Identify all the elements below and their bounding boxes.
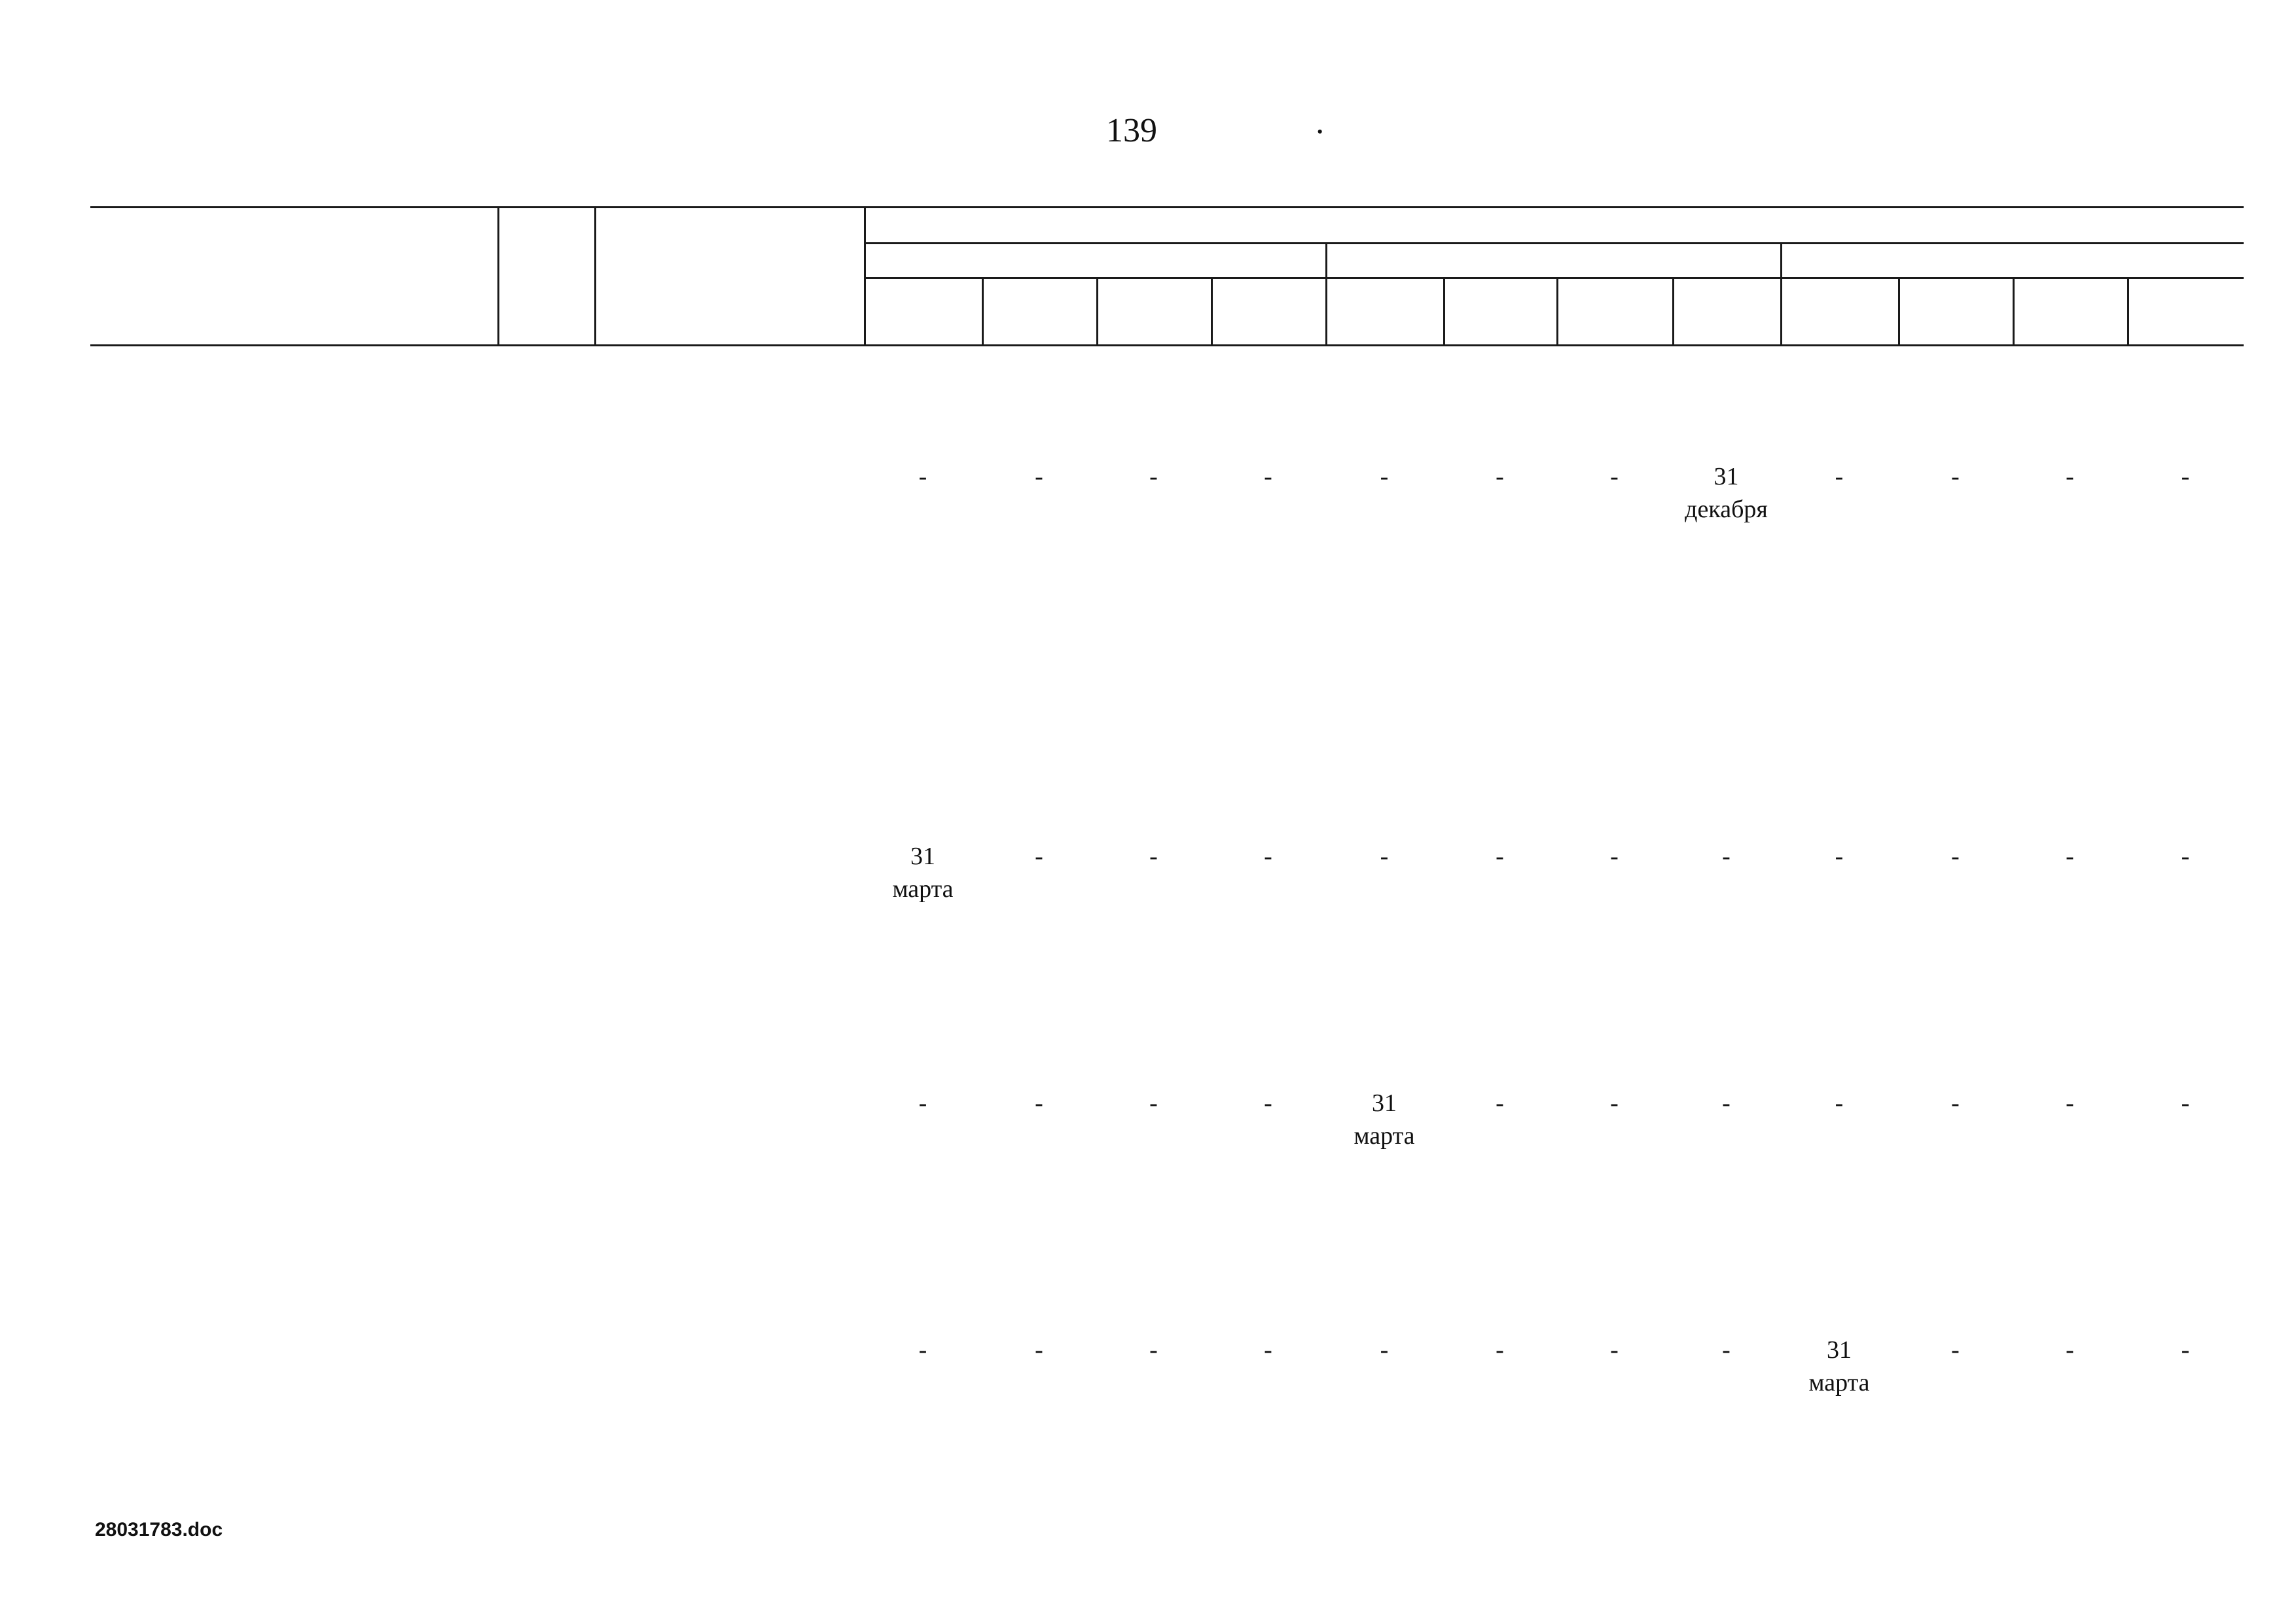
deadline-cell: - (1835, 1089, 1844, 1117)
deadline-cell: - (1149, 843, 1158, 870)
document-filename: 28031783.doc (95, 1519, 223, 1541)
quarter-divider (1211, 277, 1213, 344)
deadline-cell: - (918, 1089, 927, 1117)
deadline-cell: - (2066, 843, 2074, 870)
quarter-divider (1898, 277, 1900, 344)
deadline-cell: - (1835, 843, 1844, 870)
deadline-cell: - (2181, 463, 2190, 490)
page-number: 139 (1106, 112, 1157, 149)
deadline-cell: 31 марта (892, 843, 954, 903)
deadline-cell: - (2066, 463, 2074, 490)
deadline-cell: - (1610, 463, 1619, 490)
deadline-cell: - (1835, 463, 1844, 490)
deadline-cell: - (1035, 1336, 1043, 1364)
deadline-cell: - (1951, 1089, 1960, 1117)
deadline-cell: - (1496, 843, 1504, 870)
deadline-cell: - (2181, 1336, 2190, 1364)
deadline-cell: - (918, 463, 927, 490)
deadline-cell: - (1149, 1089, 1158, 1117)
deadline-cell: - (1380, 463, 1389, 490)
deadline-cell: - (1035, 463, 1043, 490)
header-column-divider (497, 206, 499, 344)
deadline-cell: - (1722, 1089, 1731, 1117)
quarter-divider (1096, 277, 1098, 344)
quarter-divider (982, 277, 984, 344)
deadline-cell: 31 марта (1808, 1336, 1870, 1396)
deadline-cell: - (1149, 1336, 1158, 1364)
deadline-cell: - (1149, 463, 1158, 490)
deadline-cell: - (1380, 843, 1389, 870)
quarter-divider (2127, 277, 2129, 344)
page-mark: · (1314, 113, 1326, 151)
deadline-cell: - (1951, 843, 1960, 870)
deadline-cell: - (1722, 1336, 1731, 1364)
deadline-cell: - (1264, 1336, 1272, 1364)
deadline-cell: - (1951, 463, 1960, 490)
year-rule (864, 242, 2244, 244)
deadline-cell: - (1380, 1336, 1389, 1364)
deadline-cell: - (1496, 463, 1504, 490)
deadline-cell: - (1610, 843, 1619, 870)
deadline-cell: - (2066, 1089, 2074, 1117)
deadline-cell: 31 декабря (1685, 463, 1768, 523)
deadline-cell: - (1951, 1336, 1960, 1364)
header-bottom-rule (90, 344, 2244, 346)
deadline-cell: - (918, 1336, 927, 1364)
deadline-cell: - (1496, 1336, 1504, 1364)
year-divider (1325, 242, 1327, 344)
deadline-cell: - (1264, 843, 1272, 870)
deadline-cell: - (1264, 463, 1272, 490)
header-top-rule (90, 206, 2244, 208)
deadline-cell: - (2181, 1089, 2190, 1117)
deadline-cell: - (2066, 1336, 2074, 1364)
deadline-cell: 31 марта (1354, 1089, 1415, 1150)
header-column-divider (594, 206, 596, 344)
deadline-cell: - (1035, 1089, 1043, 1117)
quarter-divider (1443, 277, 1445, 344)
deadline-cell: - (1610, 1336, 1619, 1364)
deadline-cell: - (1610, 1089, 1619, 1117)
quarter-divider (1556, 277, 1558, 344)
deadline-cell: - (1035, 843, 1043, 870)
quarter-divider (1672, 277, 1674, 344)
deadline-cell: - (2181, 843, 2190, 870)
header-column-divider (864, 206, 866, 344)
deadline-cell: - (1722, 843, 1731, 870)
quarter-divider (2013, 277, 2015, 344)
year-divider (1780, 242, 1782, 344)
quarter-rule (864, 277, 2244, 279)
deadline-cell: - (1496, 1089, 1504, 1117)
deadline-cell: - (1264, 1089, 1272, 1117)
